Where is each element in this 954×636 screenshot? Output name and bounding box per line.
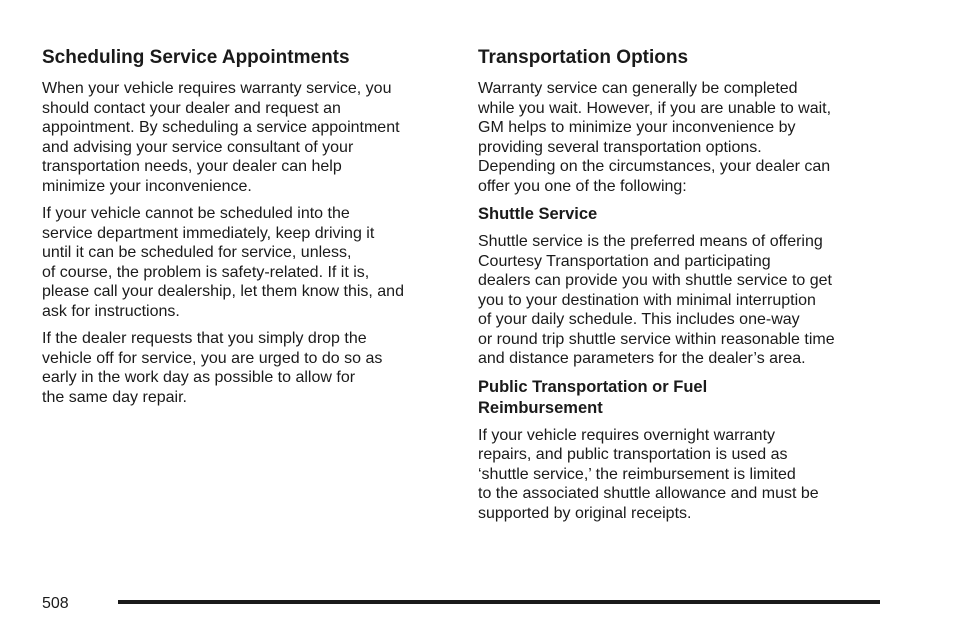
- paragraph-warranty-service: [42, 79, 452, 196]
- subheading-public-transportation: [478, 377, 888, 419]
- text-line: should contact your dealer and request an: [42, 99, 341, 117]
- footer-rule: [118, 600, 880, 604]
- text-line: service department immediately, keep driving it: [42, 224, 375, 242]
- section-heading-transportation: Transportation Options: [478, 47, 689, 68]
- left-column: [42, 46, 452, 415]
- text-line: GM helps to minimize your inconvenience by: [478, 119, 796, 136]
- text-line: If your vehicle requires overnight warranty: [478, 426, 776, 444]
- text-line: ask for instructions.: [42, 302, 180, 320]
- section-heading-scheduling: Scheduling Service Appointments: [42, 47, 350, 68]
- subheading-shuttle-service: Shuttle Service: [478, 205, 598, 223]
- text-line: When your vehicle requires warranty service, you: [42, 80, 392, 97]
- paragraph-shuttle-service: [478, 232, 888, 369]
- text-line: you to your destination with minimal interruption: [478, 291, 816, 309]
- paragraph-transport-intro: [478, 79, 888, 196]
- text-line: If the dealer requests that you simply drop the: [42, 330, 367, 347]
- text-line: offer you one of the following:: [478, 177, 687, 195]
- right-column: [478, 46, 888, 531]
- text-line: appointment. By scheduling a service appointment: [42, 119, 400, 136]
- text-line: the same day repair.: [42, 388, 187, 406]
- text-line: while you wait. However, if you are unable to wait,: [478, 99, 832, 117]
- heading-line: Reimbursement: [478, 398, 603, 417]
- text-line: please call your dealership, let them know this, and: [42, 283, 404, 300]
- text-line: minimize your inconvenience.: [42, 177, 252, 195]
- heading-line: Public Transportation or Fuel: [478, 377, 708, 396]
- text-line: until it can be scheduled for service, unless,: [42, 244, 352, 261]
- page-number: 508: [42, 595, 69, 612]
- text-line: vehicle off for service, you are urged to do so as: [42, 349, 383, 367]
- text-line: of course, the problem is safety-related. If it is,: [42, 263, 370, 281]
- text-line: Warranty service can generally be completed: [478, 80, 798, 97]
- paragraph-cannot-schedule: [42, 204, 452, 321]
- text-line: Depending on the circumstances, your dealer can: [478, 158, 831, 175]
- text-line: transportation needs, your dealer can help: [42, 158, 342, 175]
- text-line: ‘shuttle service,’ the reimbursement is limited: [478, 465, 796, 483]
- paragraph-public-transportation: [478, 426, 888, 524]
- text-line: providing several transportation options.: [478, 138, 762, 156]
- text-line: If your vehicle cannot be scheduled into the: [42, 205, 350, 222]
- text-line: of your daily schedule. This includes one-way: [478, 311, 800, 328]
- text-line: repairs, and public transportation is used as: [478, 446, 788, 463]
- text-line: and distance parameters for the dealer’s area.: [478, 350, 806, 367]
- text-line: Shuttle service is the preferred means of offering: [478, 233, 823, 250]
- text-line: early in the work day as possible to allow for: [42, 369, 356, 386]
- text-line: Courtesy Transportation and participating: [478, 252, 771, 270]
- paragraph-drop-off: [42, 329, 452, 407]
- text-line: and advising your service consultant of your: [42, 138, 354, 156]
- text-line: to the associated shuttle allowance and must be: [478, 485, 819, 502]
- text-line: or round trip shuttle service within reasonable time: [478, 330, 835, 348]
- text-line: dealers can provide you with shuttle service to get: [478, 272, 832, 289]
- text-line: supported by original receipts.: [478, 504, 692, 522]
